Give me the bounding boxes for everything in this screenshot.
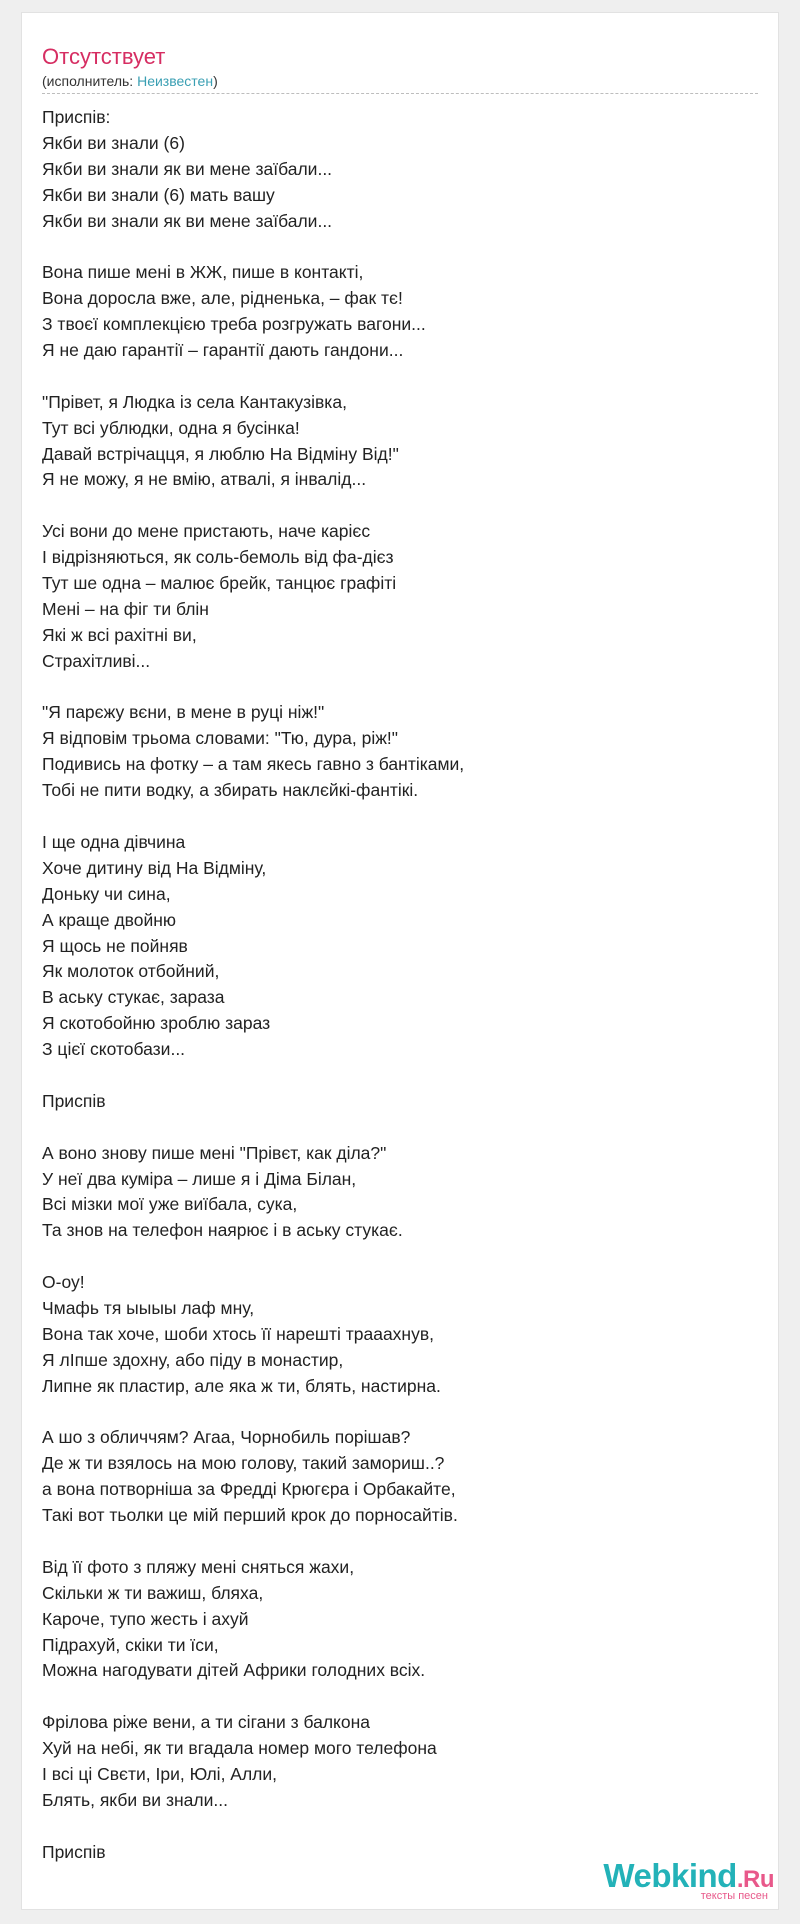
lyric-line: Я не можу, я не вмію, атвалі, я інвалід... [42, 469, 367, 490]
lyric-line: Страхітливі... [42, 650, 151, 671]
lyric-line: "Прівет, я Людка із села Кантакузівка, [42, 391, 347, 412]
lyric-line [42, 1684, 742, 1710]
lyric-line: З твоєї комплекцією треба розгружать вагони... [42, 314, 426, 335]
lyric-line: І відрізняються, як соль-бемоль від фа-дієз [42, 547, 394, 568]
lyric-line [42, 1115, 742, 1141]
logo-tld: .Ru [736, 1866, 774, 1893]
lyric-line: Від її фото з пляжу мені сняться жахи, [42, 1556, 355, 1577]
lyric-line: Я скотобойню зроблю зараз [42, 1013, 271, 1034]
lyric-line: Я не даю гарантії – гарантії дають гандони... [42, 340, 404, 361]
lyric-line: Тобі не пити водку, а збирать наклєйкі-фантікі. [42, 780, 419, 801]
lyric-line: "Я парєжу вєни, в мене в руці ніж!" [42, 702, 325, 723]
lyric-line [42, 1063, 742, 1089]
logo-tagline: тексты песен [700, 1890, 768, 1902]
lyric-line: Я відповім трьома словами: "Тю, дура, ріж!" [42, 728, 398, 749]
lyric-line: Я щось не пойняв [42, 935, 188, 956]
lyric-line: І всі ці Свєти, Іри, Юлі, Алли, [42, 1764, 278, 1784]
lyric-line: Кароче, тупо жесть і ахуй [42, 1608, 249, 1629]
lyric-line: Я лІпше здохну, або піду в монастир, [42, 1349, 344, 1370]
artist-prefix: (исполнитель: [42, 73, 138, 89]
lyric-line: Чмафь тя ыыыы лаф мну, [42, 1297, 255, 1318]
lyric-line: А воно знову пише мені "Прівєт, как діла?" [42, 1142, 387, 1163]
lyric-line: Вона пише мені в ЖЖ, пише в контакті, [42, 262, 364, 283]
lyric-line [42, 493, 742, 519]
lyric-line: Скільки ж ти важиш, бляха, [42, 1582, 264, 1603]
lyric-line: Приспів: [42, 107, 111, 127]
lyric-line: Всі мізки мої уже виїбала, сука, [42, 1194, 298, 1215]
lyric-line: З цієї скотобази... [42, 1039, 186, 1060]
artist-suffix: ) [213, 73, 218, 89]
lyric-line: Приспів [42, 1841, 106, 1862]
lyric-line: Давай встрічацця, я люблю На Відміну Від!" [42, 443, 399, 464]
lyric-line: Якби ви знали (6) [42, 132, 185, 153]
lyric-line [42, 1814, 742, 1840]
lyric-line: Вона так хоче, шоби хтось її нарешті трааахнув, [42, 1323, 434, 1344]
lyric-line: Мені – на фіг ти блін [42, 598, 209, 619]
lyric-line: А шо з обличчям? Агаа, Чорнобиль порішав? [42, 1427, 411, 1448]
lyric-line: Якби ви знали як ви мене заїбали... [42, 210, 333, 231]
lyric-line [42, 1400, 742, 1426]
lyric-line: Хоче дитину від На Відміну, [42, 857, 267, 878]
lyric-line [42, 234, 742, 260]
lyric-line: Вона доросла вже, але, рідненька, – фак тє! [42, 288, 403, 309]
lyric-line: Подивись на фотку – а там якесь гавно з бантіками, [42, 754, 465, 775]
lyric-line: Якби ви знали як ви мене заїбали... [42, 158, 333, 179]
lyric-line: Липне як пластир, але яка ж ти, блять, настирна. [42, 1375, 441, 1396]
lyric-line: А краще двойню [42, 909, 177, 930]
song-title: Отсутствует [42, 44, 166, 69]
lyric-line [42, 1244, 742, 1270]
lyric-line: Усі вони до мене пристають, наче карієс [42, 521, 371, 542]
lyric-line: Такі вот тьолки це мій перший крок до порносайтів. [42, 1505, 458, 1526]
lyric-line [42, 804, 742, 830]
lyric-line: Де ж ти взялось на мою голову, такий замориш..? [42, 1453, 445, 1474]
lyric-line: Як молоток отбойний, [42, 961, 220, 982]
lyric-line: Доньку чи сина, [42, 883, 171, 904]
lyric-line: І ще одна дівчина [42, 831, 186, 852]
lyric-line: В аську стукає, зараза [42, 987, 225, 1008]
lyric-line [42, 364, 742, 390]
lyric-line: а вона потворніша за Фредді Крюгєра і Орбакайте, [42, 1479, 456, 1500]
lyric-line: Якби ви знали (6) мать вашу [42, 184, 275, 205]
lyric-line: Підрахуй, скіки ти їси, [42, 1634, 219, 1655]
lyric-line: Можна нагодувати дітей Африки голодних всіх. [42, 1660, 426, 1681]
lyric-line: Тут ше одна – малює брейк, танцює графіті [42, 573, 397, 594]
lyric-line: Які ж всі рахітні ви, [42, 624, 197, 645]
lyric-line: Фрілова ріже вени, а ти сігани з балкона [42, 1712, 371, 1733]
lyric-line [42, 675, 742, 701]
lyric-line: Хуй на небі, як ти вгадала номер мого телефона [42, 1738, 437, 1759]
lyric-line: Тут всі ублюдки, одна я бусінка! [42, 417, 300, 438]
lyric-line: О-оу! [42, 1272, 85, 1293]
lyric-line: Блять, якби ви знали... [42, 1789, 228, 1810]
artist-link[interactable]: Неизвестен [137, 73, 214, 89]
lyric-line [42, 1529, 742, 1555]
lyric-line: Приспів [42, 1090, 106, 1111]
lyrics-text [42, 105, 742, 1866]
lyric-line: У неї два куміра – лише я і Діма Білан, [42, 1168, 357, 1189]
lyric-line: Та знов на телефон наярює і в аську стукає. [42, 1220, 403, 1241]
artist-line [42, 72, 218, 90]
logo-name: Webkind [603, 1857, 737, 1894]
webkind-logo[interactable] [584, 1858, 774, 1902]
header-divider [42, 93, 758, 94]
